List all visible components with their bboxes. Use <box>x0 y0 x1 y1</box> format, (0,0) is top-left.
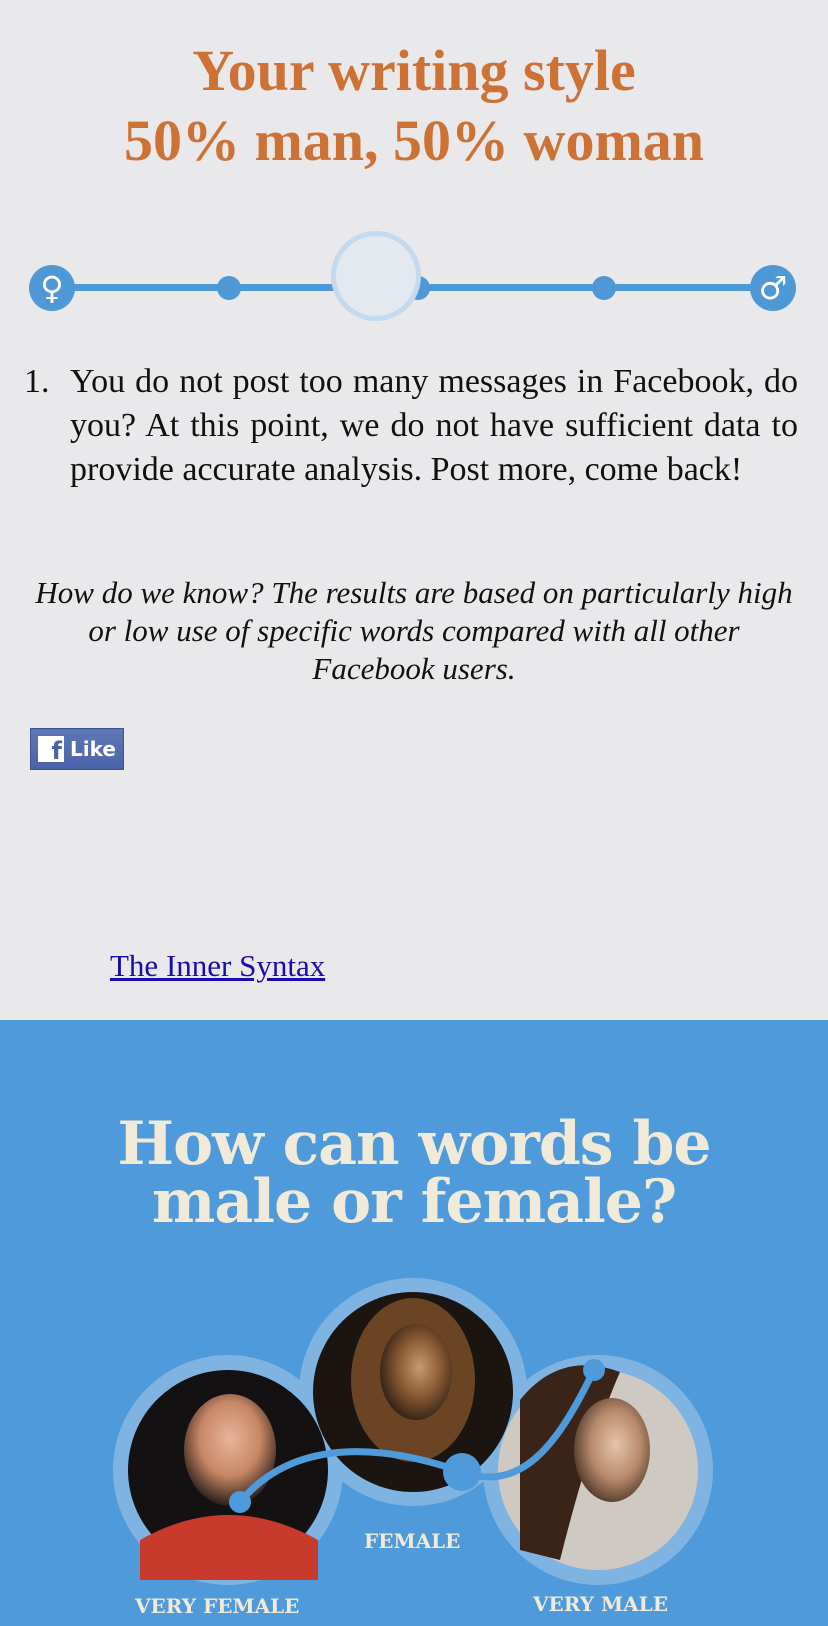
result-heading <box>0 36 828 176</box>
curve-node <box>443 1453 481 1491</box>
male-symbol-icon: ♂ <box>750 265 796 311</box>
scale-tick <box>592 276 616 300</box>
curve-node <box>583 1359 605 1381</box>
result-title: Your writing style <box>192 38 636 103</box>
list-item-text: You do not post too many messages in Facebook, do you? At this point, we do not have sufficient data to provide accurate analysis. Post more, come back! <box>70 363 798 488</box>
result-percentages: 50% man, 50% woman <box>123 108 705 173</box>
curve-node <box>229 1491 251 1513</box>
scale-position-marker <box>331 231 421 321</box>
infographic-title-line: male or female? <box>151 1167 677 1237</box>
scale-tick <box>217 276 241 300</box>
infographic-title <box>0 1109 828 1237</box>
portrait-very-male-face <box>574 1398 650 1502</box>
gender-scale <box>0 220 828 320</box>
inner-syntax-link[interactable]: The Inner Syntax <box>110 948 326 983</box>
caption-very-female: VERY FEMALE <box>135 1594 300 1618</box>
facebook-like-button[interactable] <box>30 728 124 770</box>
like-label: Like <box>70 737 116 761</box>
list-item-number: 1. <box>24 363 50 400</box>
method-explanation: How do we know? The results are based on particularly high or low use of specific words compared with all other Facebook users. <box>35 575 793 686</box>
infographic-banner <box>0 1020 828 1626</box>
female-symbol-icon: ♀ <box>29 265 75 311</box>
list-item <box>24 360 798 492</box>
portrait-female-face <box>380 1324 452 1420</box>
caption-very-male: VERY MALE <box>533 1592 668 1616</box>
portrait-very-female-face <box>184 1394 276 1506</box>
facebook-icon: f <box>38 736 64 762</box>
caption-female: FEMALE <box>364 1529 461 1553</box>
result-list <box>24 360 798 492</box>
infographic-title-line: How can words be <box>117 1109 711 1179</box>
